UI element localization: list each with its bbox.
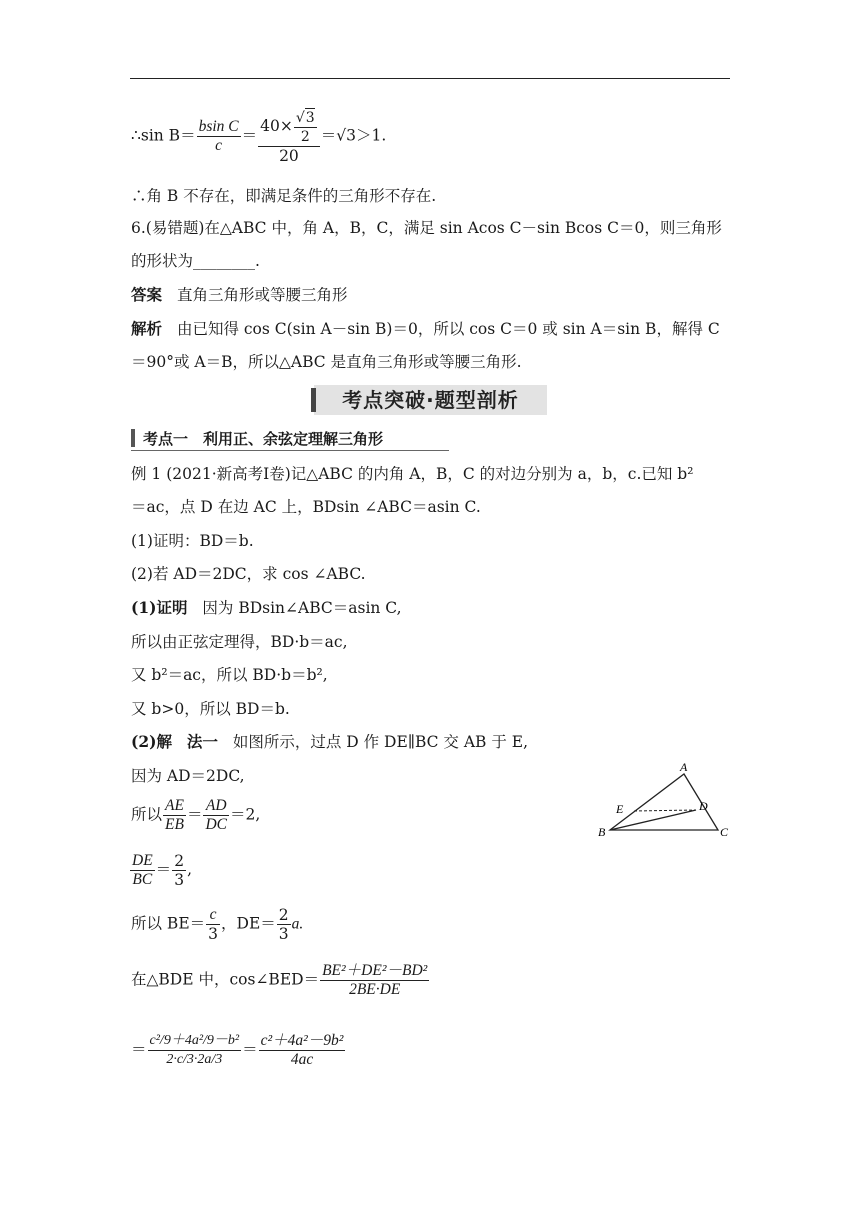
- fraction-bsinC-over-c: [197, 118, 241, 155]
- frac-num: DE: [132, 852, 153, 869]
- frac-num: 2: [278, 906, 289, 924]
- analysis-label: 解析: [131, 319, 163, 338]
- l5-mid: ，DE＝: [221, 914, 276, 933]
- frac-num: [258, 108, 320, 147]
- proof-text1: 因为 BDsin∠ABC＝asin C,: [202, 599, 402, 617]
- frac-den: 3: [174, 871, 185, 889]
- sinB-tail: ＝√3＞1.: [320, 126, 387, 145]
- analysis-line1: [131, 319, 720, 339]
- answer-text: 直角三角形或等腰三角形: [176, 286, 348, 304]
- triangle-diagram: [596, 760, 736, 840]
- frac-num: BE²＋DE²－BD²: [322, 962, 428, 979]
- solution-label: (2)解: [131, 732, 172, 751]
- fraction-DE-BC: [130, 852, 155, 889]
- question-6-line1: 6.(易错题)在△ABC 中，角 A，B，C，满足 sin Acos C－sin Bcos C＝0，则三角形: [131, 219, 722, 237]
- l6-lead: 在△BDE 中，cos∠BED＝: [131, 970, 320, 989]
- conclusion-line: ∴角 B 不存在，即满足条件的三角形不存在.: [131, 187, 437, 205]
- label-A: A: [680, 760, 688, 774]
- inner-fraction: [294, 108, 317, 146]
- solution-line2: 因为 AD＝2DC,: [131, 767, 245, 785]
- l5-tail: a.: [291, 915, 304, 933]
- solution-line1: [131, 732, 528, 752]
- frac-den: EB: [165, 816, 184, 833]
- l5-lead: 所以 BE＝: [131, 914, 206, 933]
- equals: ＝: [242, 1040, 258, 1059]
- topic-bar: [131, 429, 135, 447]
- fraction-cos-BED: [320, 962, 429, 999]
- banner-bar: [311, 388, 316, 412]
- equals: ＝: [186, 805, 203, 824]
- frac-den: 2BE·DE: [349, 981, 401, 998]
- analysis-text1: 由已知得 cos C(sin A－sin B)＝0，所以 cos C＝0 或 sin A＝sin B，解得 C: [176, 320, 720, 338]
- proof-line3: 又 b²＝ac，所以 BD·b＝b²,: [131, 666, 328, 684]
- num-part: 40×: [260, 117, 293, 135]
- solution-line7: [131, 1032, 346, 1069]
- header-rule: [130, 78, 730, 79]
- answer-label: 答案: [131, 285, 163, 304]
- solution-line4: [131, 852, 192, 889]
- frac-den: 20: [279, 147, 299, 165]
- l4-tail: ,: [187, 860, 192, 879]
- l7-lead: ＝: [131, 1040, 147, 1059]
- fraction-2-3: [277, 906, 291, 943]
- inner-den: 2: [300, 129, 310, 145]
- proof-label: (1)证明: [131, 598, 188, 617]
- equals: ＝: [241, 126, 258, 145]
- fraction-result: [259, 1032, 346, 1069]
- l3-lead: 所以: [131, 805, 163, 824]
- answer-line: [131, 285, 347, 305]
- frac-den: 3: [278, 925, 289, 943]
- fraction-AD-DC: [203, 797, 229, 834]
- sqrt-value: 3: [305, 110, 315, 126]
- fraction-AE-EB: [163, 797, 186, 834]
- frac-den: c: [215, 137, 223, 154]
- frac-den: 4ac: [290, 1051, 314, 1068]
- example-q2: (2)若 AD＝2DC，求 cos ∠ABC.: [131, 565, 366, 583]
- proof-line1: [131, 598, 402, 618]
- sinB-line: [131, 108, 386, 165]
- example-line1: 例 1 (2021·新高考Ⅰ卷)记△ABC 的内角 A，B，C 的对边分别为 a，b，c.已知 b²: [131, 465, 694, 483]
- fraction-2-3: [172, 852, 186, 889]
- example-line2: ＝ac，点 D 在边 AC 上，BDsin ∠ABC＝asin C.: [131, 498, 481, 516]
- label-D: D: [699, 799, 708, 813]
- solution-line3: [131, 797, 260, 834]
- frac-num: AD: [203, 797, 229, 816]
- proof-line2: 所以由正弦定理得，BD·b＝ac,: [131, 633, 348, 651]
- frac-den: BC: [132, 871, 153, 888]
- frac-num: AE: [165, 797, 184, 814]
- frac-den: DC: [205, 816, 228, 833]
- fraction-40sqrt3-over-20: [258, 108, 320, 165]
- banner-title: 考点突破·题型剖析: [342, 388, 519, 412]
- inner-num: √3: [295, 110, 315, 126]
- equals: ＝: [155, 860, 172, 879]
- solution-line6: [131, 962, 430, 999]
- segment-DE-dashed: [634, 810, 696, 811]
- topic-heading: [131, 428, 449, 451]
- fraction-compound: [148, 1032, 242, 1069]
- label-B: B: [598, 825, 606, 839]
- frac-num: c²/9＋4a²/9－b²: [148, 1032, 242, 1051]
- frac-num: c²＋4a²－9b²: [260, 1032, 344, 1049]
- frac-num: 2: [174, 852, 185, 870]
- fraction-c-3: [206, 906, 220, 943]
- frac-num: bsin C: [198, 118, 239, 135]
- frac-den: 2·c/3·2a/3: [166, 1052, 223, 1067]
- proof-line4: 又 b>0，所以 BD＝b.: [131, 700, 290, 718]
- label-C: C: [720, 825, 729, 839]
- section-banner: [314, 385, 547, 415]
- frac-num: c: [206, 906, 220, 925]
- analysis-line2: ＝90°或 A＝B，所以△ABC 是直角三角形或等腰三角形.: [131, 353, 522, 371]
- topic-title: 考点一 利用正、余弦定理解三角形: [143, 430, 384, 448]
- l3-tail: ＝2,: [230, 805, 261, 824]
- solution-text1: 如图所示，过点 D 作 DE∥BC 交 AB 于 E,: [232, 733, 529, 751]
- sinB-lead: ∴sin B＝: [131, 126, 196, 145]
- solution-line5: [131, 906, 303, 943]
- label-E: E: [616, 802, 624, 816]
- frac-den: 3: [208, 925, 219, 943]
- method-label: 法一: [186, 732, 218, 751]
- example-q1: (1)证明：BD＝b.: [131, 532, 254, 550]
- question-6-line2: 的形状为________.: [131, 252, 260, 270]
